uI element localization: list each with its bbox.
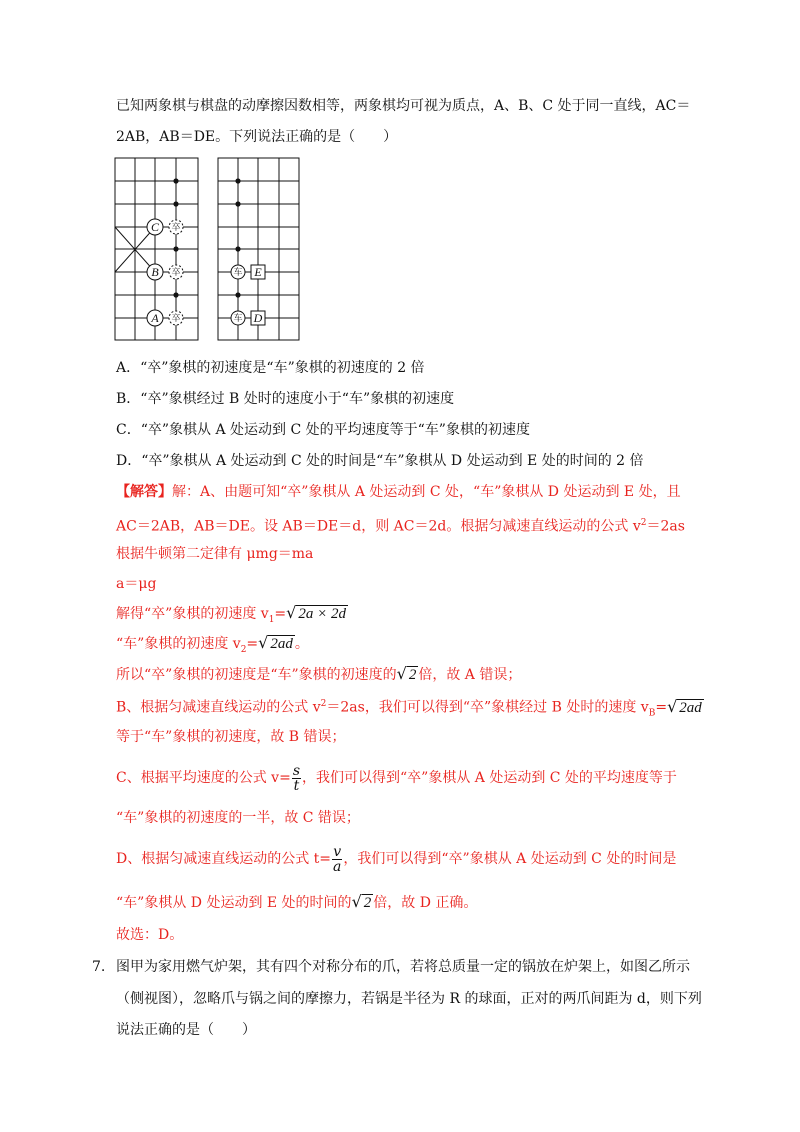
option-d: D．“卒”象棋从 A 处运动到 C 处的时间是“车”象棋从 D 处运动到 E 处的时间的 2 倍: [116, 453, 644, 469]
sqrt-expression: 2: [363, 895, 372, 911]
sqrt-expression: 2ad: [270, 636, 293, 652]
option-c: C．“卒”象棋从 A 处运动到 C 处的平均速度等于“车”象棋的初速度: [116, 422, 530, 438]
answer-line-14: 故选：D。: [116, 927, 184, 943]
answer-line-3: 根据牛顿第二定律有 μmg＝ma: [116, 546, 314, 562]
question-7-number: 7.: [92, 959, 106, 975]
answer-line-7: 所以“卒”象棋的初速度是“车”象棋的初速度的√ 2 倍，故 A 错误；: [116, 664, 522, 683]
option-a: A．“卒”象棋的初速度是“车”象棋的初速度的 2 倍: [116, 360, 425, 376]
position-d-label: D: [253, 311, 263, 325]
answer-line-9: 等于“车”象棋的初速度，故 B 错误；: [116, 729, 346, 745]
answer-line-12: D、根据匀减速直线运动的公式 t= $\frac{v}{a}$ ，我们可以得到“卒”象棋从 A 处运动到 C 处的时间是: [116, 843, 677, 875]
position-a-label: A: [151, 311, 159, 325]
answer-line-5: 解得“卒”象棋的初速度 $v_1=√$ 2a × 2d: [116, 603, 346, 625]
track-dots: [173, 178, 243, 297]
question-intro-line-2: 2AB，AB＝DE。下列说法正确的是（ ）: [116, 129, 398, 145]
ghost-piece-label-c: 卒: [171, 223, 181, 233]
ghost-piece-label-a: 卒: [171, 314, 181, 324]
answer-line-6: “车”象棋的初速度 $v_2=√$ 2ad 。: [116, 633, 309, 655]
answer-line-1: 【解答】解：A、由题可知“卒”象棋从 A 处运动到 C 处，“车”象棋从 D 处运动到 E 处，且: [116, 484, 681, 500]
position-e-label: E: [254, 265, 262, 279]
sqrt-expression: 2a × 2d: [298, 606, 346, 622]
answer-line-13: “车”象棋从 D 处运动到 E 处的时间的√ 2 倍，故 D 正确。: [116, 892, 478, 911]
fraction-v-over-a: $\frac{v}{a}$: [333, 843, 342, 875]
answer-line-10: C、根据平均速度的公式 v= $\frac{s}{t}$ ，我们可以得到“卒”象棋从 A 处运动到 C 处的平均速度等于: [116, 762, 677, 794]
che-piece-label-lower: 车: [233, 314, 243, 324]
che-piece-label-upper: 车: [233, 268, 243, 278]
chessboard-figure: [114, 157, 300, 343]
ghost-piece-label-b: 卒: [171, 268, 181, 278]
sqrt-expression: 2: [408, 667, 417, 683]
question-7-line-1: 图甲为家用燃气炉架，其有四个对称分布的爪，若将总质量一定的锅放在炉架上，如图乙所示: [116, 959, 690, 975]
fraction-s-over-t: $\frac{s}{t}$: [292, 762, 300, 794]
question-7-line-3: 说法正确的是（ ）: [116, 1022, 256, 1038]
sqrt-expression: 2ad: [679, 699, 702, 716]
position-b-label: B: [151, 265, 159, 279]
question-intro-line-1: 已知两象棋与棋盘的动摩擦因数相等，两象棋均可视为质点，A、B、C 处于同一直线，AC＝: [116, 98, 691, 114]
answer-line-2: AC＝2AB，AB＝DE。设 AB＝DE＝d，则 AC＝2d。根据匀减速直线运动的公式 $v^2=2as$: [116, 518, 685, 535]
answer-tag: 【解答】: [116, 484, 172, 500]
position-c-label: C: [150, 220, 160, 234]
option-b: B．“卒”象棋经过 B 处时的速度小于“车”象棋的初速度: [116, 391, 455, 407]
answer-line-4: a＝μg: [116, 576, 157, 592]
answer-line-8: B、根据匀减速直线运动的公式 $v^2=2as$，我们可以得到“卒”象棋经过 B 处时的速度 $v_B=√$ 2ad: [116, 696, 702, 719]
question-7-line-2: （侧视图），忽略爪与锅之间的摩擦力，若锅是半径为 R 的球面，正对的两爪间距为 d，则下列: [116, 991, 702, 1007]
answer-line-11: “车”象棋的初速度的一半，故 C 错误；: [116, 810, 360, 826]
